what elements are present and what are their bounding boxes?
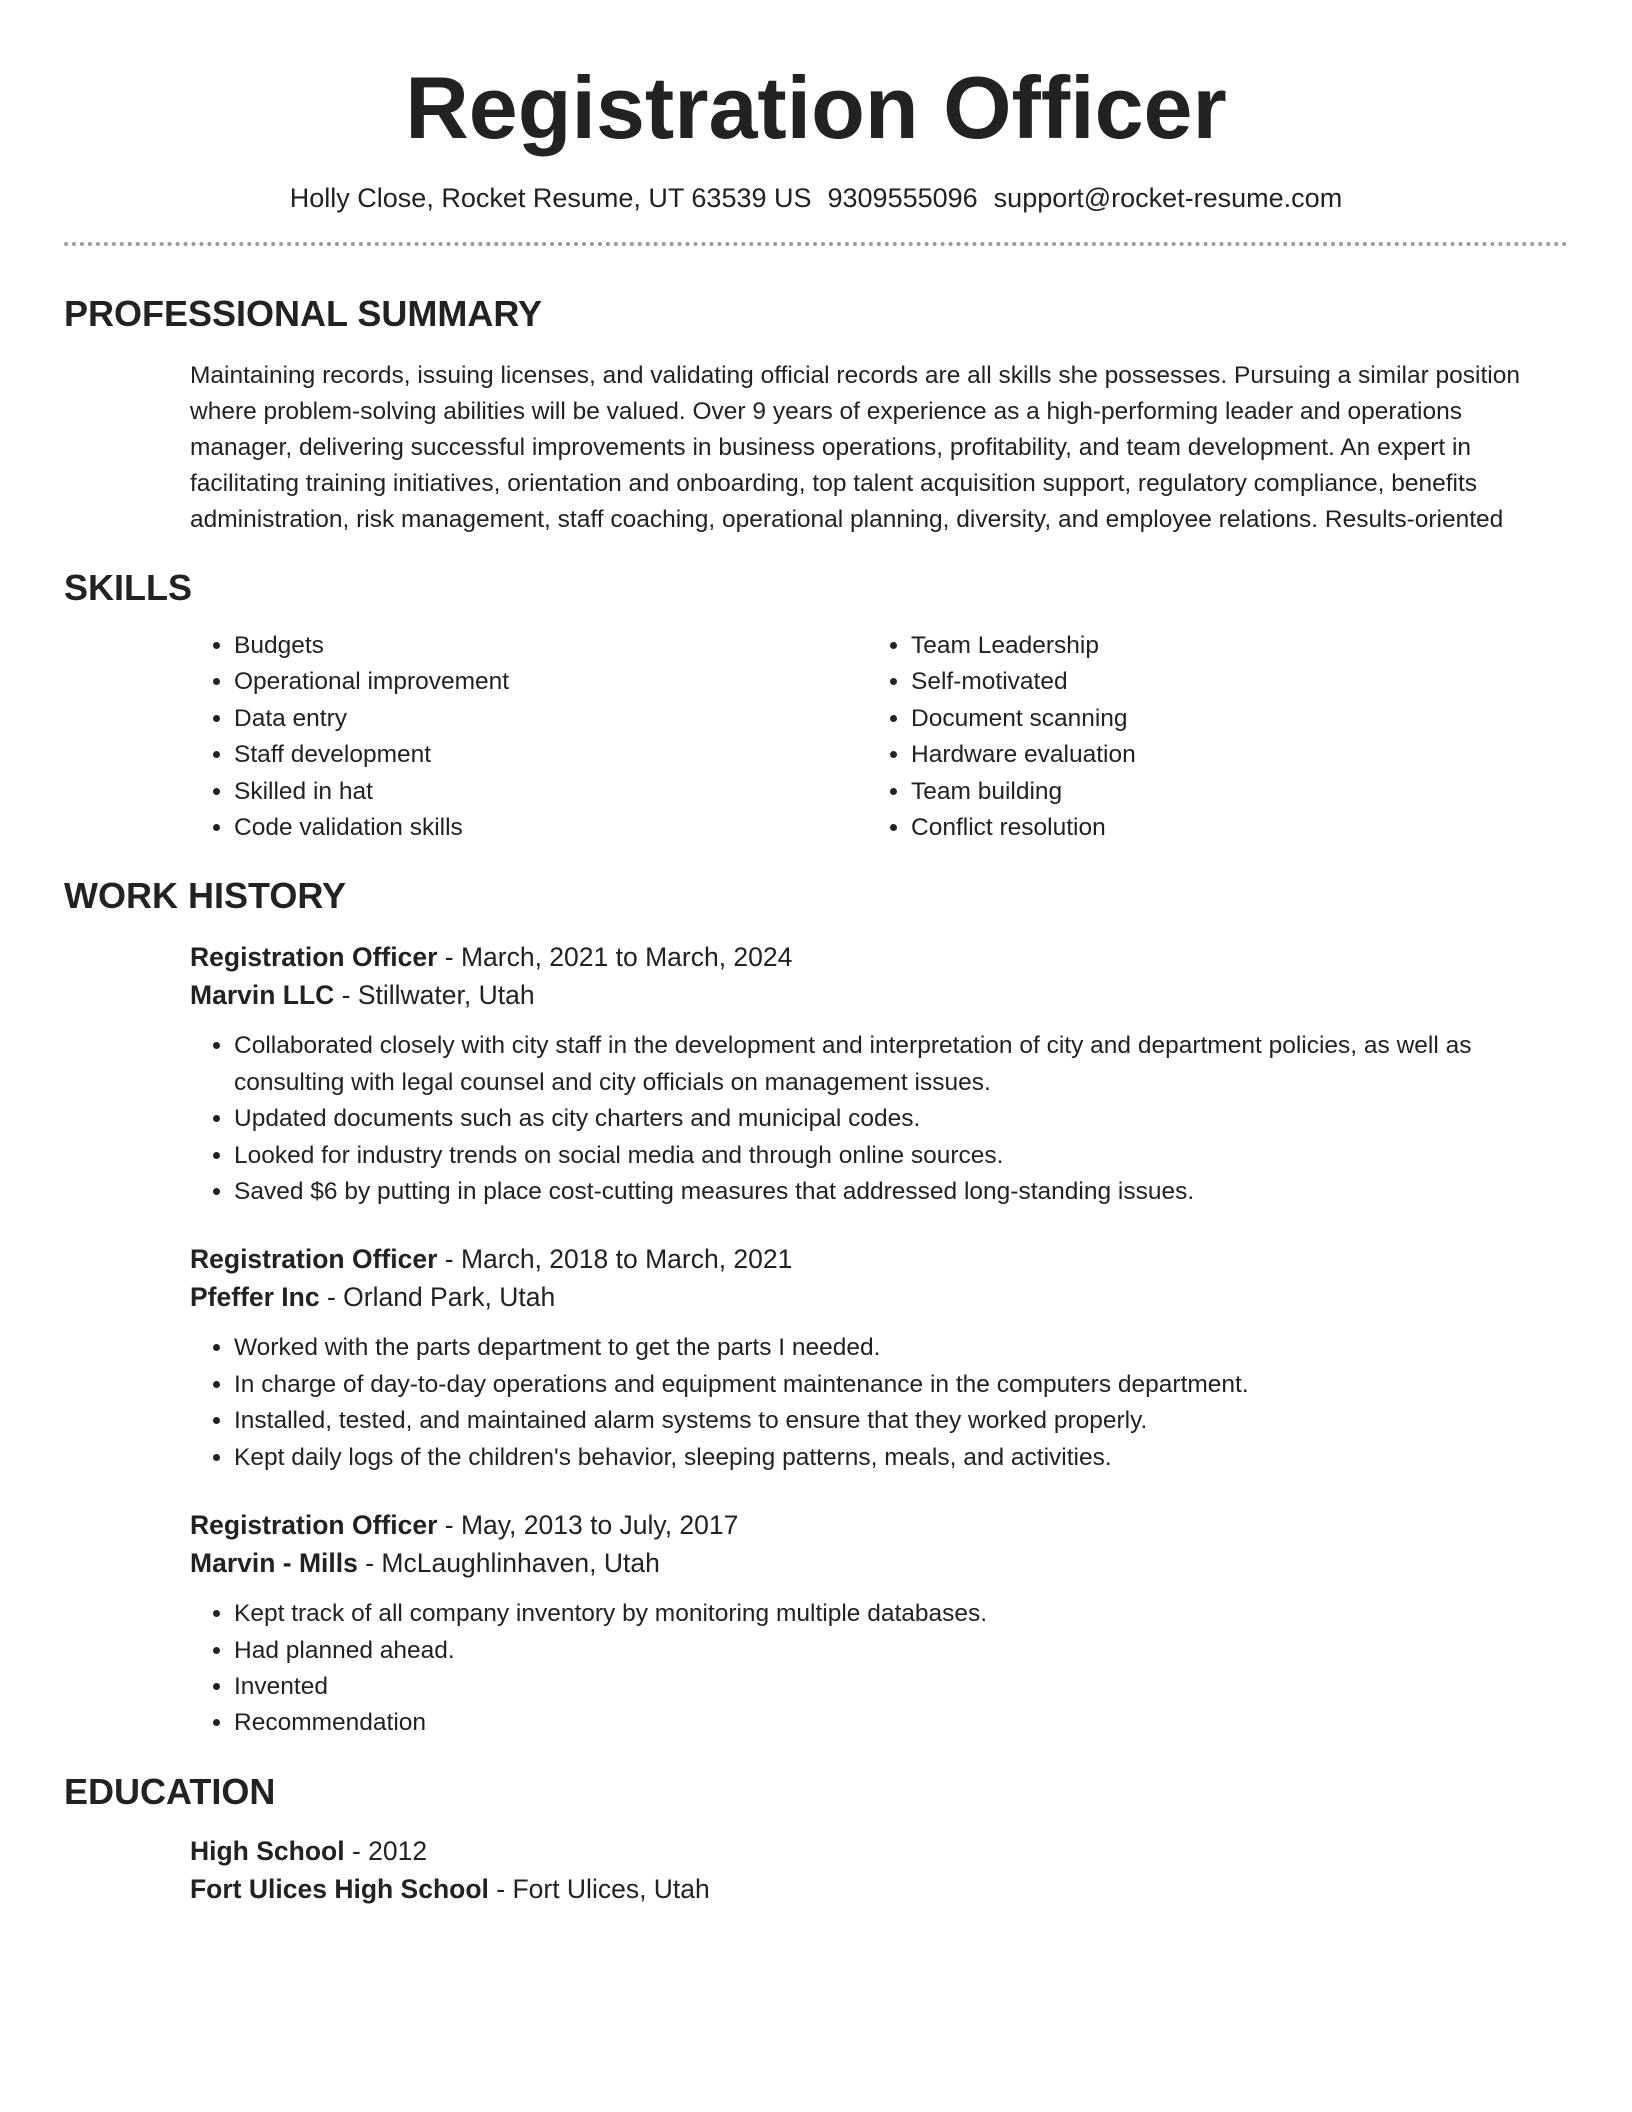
education-degree: High School [190, 1835, 345, 1866]
education-heading: EDUCATION [64, 1770, 276, 1812]
job-company-line [190, 1544, 1568, 1582]
skill-item: • Self-motivated [911, 664, 1544, 700]
skill-item: • Data entry [234, 701, 867, 737]
education-degree-line [190, 1832, 1568, 1870]
job-role-line [190, 1506, 1568, 1544]
skill-item: • Budgets [234, 628, 867, 664]
job-entry [190, 938, 1568, 1210]
skill-item: • Conflict resolution [911, 810, 1544, 846]
job-bullet: • Looked for industry trends on social media and through online sources. [234, 1138, 1568, 1174]
skill-item: • Staff development [234, 737, 867, 773]
resume-title: Registration Officer [405, 58, 1227, 157]
job-location: - Orland Park, Utah [319, 1282, 556, 1313]
education-location: - Fort Ulices, Utah [488, 1873, 710, 1904]
job-dates: - March, 2021 to March, 2024 [437, 942, 793, 973]
job-role-line [190, 1240, 1568, 1278]
skills-list-left [190, 628, 867, 846]
summary-section [64, 292, 1568, 538]
skills-columns [190, 628, 1568, 846]
skills-list-right [867, 628, 1544, 846]
job-entry [190, 1240, 1568, 1476]
job-bullet: • Collaborated closely with city staff in the development and interpretation of city and department policies, as well as consulting with legal counsel and city officials on management issues. [234, 1028, 1568, 1101]
job-location: - McLaughlinhaven, Utah [357, 1548, 660, 1579]
work-history-section [64, 874, 1568, 1741]
job-company: Marvin - Mills [190, 1548, 358, 1579]
job-entry [190, 1506, 1568, 1742]
job-company-line [190, 976, 1568, 1014]
job-role: Registration Officer [190, 1510, 438, 1541]
education-section [64, 1770, 1568, 1908]
contact-info [64, 180, 1568, 216]
job-dates: - March, 2018 to March, 2021 [437, 1244, 793, 1275]
contact-email: support@rocket-resume.com [993, 183, 1343, 213]
summary-heading: PROFESSIONAL SUMMARY [64, 293, 543, 334]
skill-item: • Hardware evaluation [911, 737, 1544, 773]
job-role: Registration Officer [190, 942, 438, 973]
job-company-line [190, 1278, 1568, 1316]
job-role-line [190, 938, 1568, 976]
skill-item: • Operational improvement [234, 664, 867, 700]
job-role: Registration Officer [190, 1244, 438, 1275]
skill-item: • Document scanning [911, 701, 1544, 737]
work-history-heading: WORK HISTORY [64, 875, 347, 917]
job-bullet: • Installed, tested, and maintained alarm systems to ensure that they worked properly. [234, 1403, 1568, 1439]
job-bullets [190, 1330, 1568, 1476]
contact-address: Holly Close, Rocket Resume, UT 63539 US [289, 183, 812, 213]
job-bullet: • Worked with the parts department to get the parts I needed. [234, 1330, 1568, 1366]
summary-text: Maintaining records, issuing licenses, and validating official records are all skills she possesses. Pursuing a similar position where problem-solving abilities will be valued. Over 9 years of experience as a high-performing leader and operations manager, delivering successful improvements in business operations, profitability, and team development. An expert in facilitating training initiatives, orientation and onboarding, top talent acquisition support, regulatory compliance, benefits administration, risk management, staff coaching, operational planning, diversity, and employee relations. Results-oriented [190, 362, 1520, 533]
skills-section [64, 566, 1568, 846]
education-year: - 2012 [344, 1835, 428, 1866]
job-bullet: • Kept daily logs of the children's behavior, sleeping patterns, meals, and activities. [234, 1440, 1568, 1476]
job-bullet: • In charge of day-to-day operations and equipment maintenance in the computers department. [234, 1367, 1568, 1403]
job-bullet: • Kept track of all company inventory by monitoring multiple databases. [234, 1596, 1568, 1632]
job-location: - Stillwater, Utah [334, 980, 535, 1011]
job-company: Pfeffer Inc [190, 1282, 320, 1313]
education-school-line [190, 1870, 1568, 1908]
skill-item: • Team Leadership [911, 628, 1544, 664]
job-bullet: • Had planned ahead. [234, 1633, 1568, 1669]
skills-heading: SKILLS [64, 567, 193, 608]
skill-item: • Code validation skills [234, 810, 867, 846]
education-entry [190, 1832, 1568, 1908]
job-bullets [190, 1596, 1568, 1742]
skill-item: • Skilled in hat [234, 774, 867, 810]
job-bullet: • Invented [234, 1669, 1568, 1705]
contact-phone: 9309555096 [827, 183, 978, 213]
job-bullet: • Recommendation [234, 1705, 1568, 1741]
skill-item: • Team building [911, 774, 1544, 810]
job-bullet: • Saved $6 by putting in place cost-cutting measures that addressed long-standing issues. [234, 1174, 1568, 1210]
job-company: Marvin LLC [190, 980, 335, 1011]
job-dates: - May, 2013 to July, 2017 [437, 1510, 739, 1541]
job-bullet: • Updated documents such as city charters and municipal codes. [234, 1101, 1568, 1137]
job-bullets [190, 1028, 1568, 1210]
header-divider [64, 242, 1568, 246]
education-school: Fort Ulices High School [190, 1873, 489, 1904]
